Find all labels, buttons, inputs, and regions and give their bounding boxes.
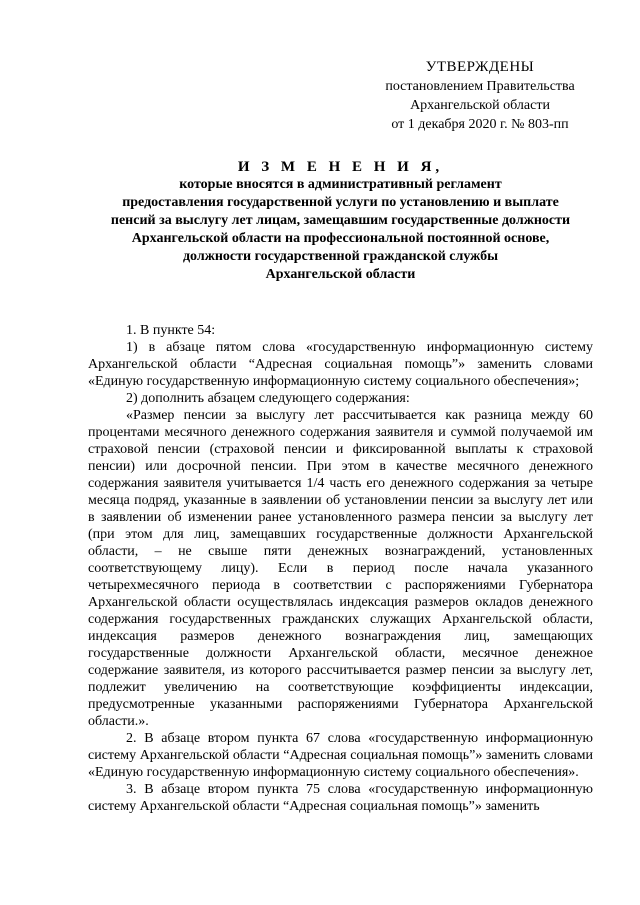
title-line: пенсий за выслугу лет лицам, замещавшим государственные должности <box>110 213 571 228</box>
title-heading: И З М Е Н Е Н И Я, <box>237 159 444 175</box>
title-line: предоставления государственной услуги по установлению и выплате <box>122 195 559 210</box>
approval-line: Архангельской области <box>410 98 550 113</box>
title-line: Архангельской области на профессиональной постоянной основе, <box>131 231 550 246</box>
paragraph: 2. В абзаце втором пункта 67 слова «государственную информационную систему Архангельской области “Адресная социальная помощь”» заменить словами «Единую государственную информационную систему социального обеспечения». <box>88 731 593 780</box>
paragraph: 1. В пункте 54: <box>126 323 216 338</box>
approval-line: постановлением Правительства <box>385 79 575 94</box>
title-line: которые вносятся в административный регламент <box>179 177 502 192</box>
approval-date-line: от 1 декабря 2020 г. № 803-пп <box>391 117 569 132</box>
approval-stamp <box>380 58 580 134</box>
paragraph: 2) дополнить абзацем следующего содержания: <box>126 391 410 406</box>
paragraph: «Размер пенсии за выслугу лет рассчитывается как разница между 60 процентами месячного денежного содержания заявителя и суммой получаемой им страховой пенсии (страховой пенсии и фиксированной выплаты к страховой пенсии) или досрочной пенсии. При этом в качестве месячного денежного содержания заявителя учитывается 1/4 часть его денежного содержания за четыре месяца подряд, указанные в заявлении об установлении пенсии за выслугу лет или в заявлении об изменении ранее установленного размера пенсии за выслугу лет (при этом для лиц, замещавших государственные должности Архангельской области, – не свыше пяти денежных вознаграждений, установленных соответствующему лицу). Если в период после начала указанного четырехмесячного периода в соответствии с распоряжениями Губернатора Архангельской области осуществлялась индексация размеров окладов денежного содержания государственных гражданских служащих Архангельской области, индексация размеров денежного вознаграждения лиц, замещающих государственные должности Архангельской области, месячное денежное содержание заявителя, из которого рассчитывается размер пенсии за выслугу лет, подлежит увеличению на соответствующие коэффициенты индексации, предусмотренные указанными распоряжениями Губернатора Архангельской области.». <box>88 408 593 729</box>
document-body <box>88 322 593 815</box>
paragraph: 3. В абзаце втором пункта 75 слова «государственную информационную систему Архангельской области “Адресная социальная помощь”» заменить <box>88 782 593 814</box>
document-title <box>88 158 593 284</box>
title-line: должности государственной гражданской службы <box>182 249 499 264</box>
approval-heading: УТВЕРЖДЕНЫ <box>425 59 535 75</box>
title-line: Архангельской области <box>265 267 416 282</box>
paragraph: 1) в абзаце пятом слова «государственную информационную систему Архангельской области “Адресная социальная помощь”» заменить словами «Единую государственную информационную систему социального обеспечения»; <box>88 340 593 389</box>
